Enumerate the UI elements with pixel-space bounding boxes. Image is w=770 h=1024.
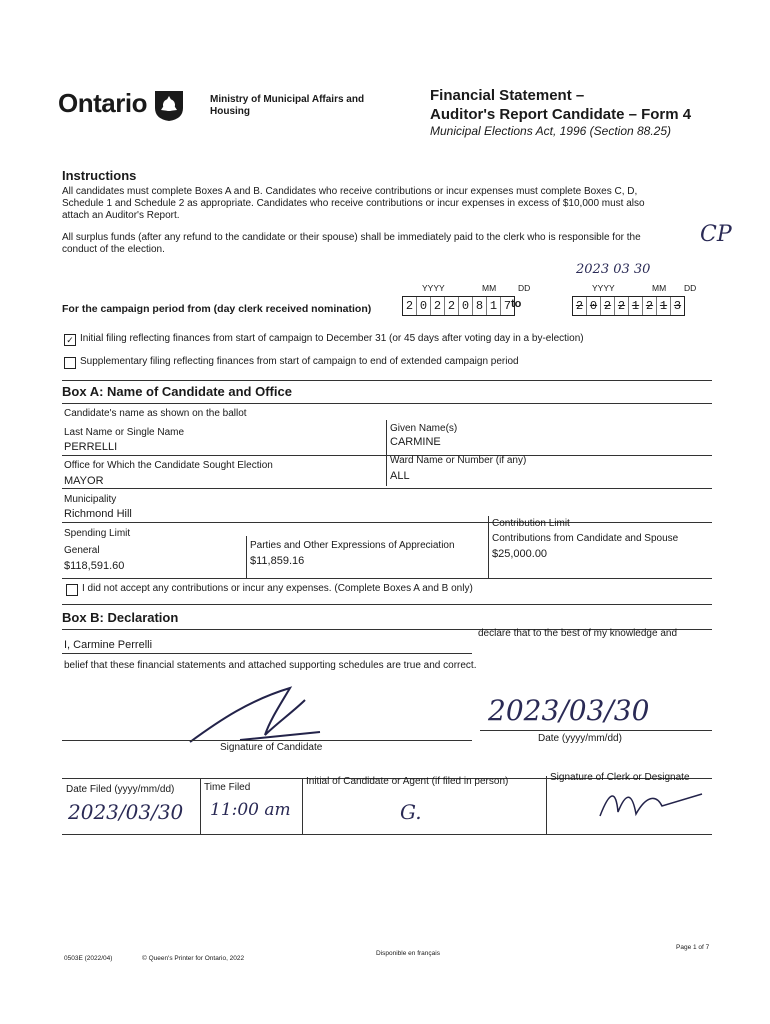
filed-divider	[546, 776, 547, 834]
from-digit: 7	[503, 299, 512, 313]
parties-limit-value[interactable]: $11,859.16	[250, 555, 305, 567]
belief-text: belief that these financial statements and attached supporting schedules are true and correct.	[64, 660, 477, 671]
instructions-heading: Instructions	[62, 168, 137, 183]
handwritten-initials: CP	[700, 222, 732, 247]
campaign-period-label: For the campaign period from (day clerk received nomination)	[62, 303, 372, 315]
clerk-signature	[596, 786, 706, 822]
box-a-heading: Box A: Name of Candidate and Office	[62, 384, 292, 399]
to-digit: 2	[615, 297, 629, 315]
to-digit: 3	[673, 299, 682, 313]
from-digit: 2	[431, 297, 445, 315]
declare-text: declare that to the best of my knowledge and	[478, 628, 678, 639]
form-subtitle: Municipal Elections Act, 1996 (Section 88.25)	[430, 124, 672, 138]
box-a-heading-rule	[62, 403, 712, 404]
from-dd-label: DD	[518, 283, 531, 293]
to-yyyy-label: YYYY	[592, 283, 615, 293]
no-contributions-checkbox[interactable]	[66, 584, 78, 596]
from-digit: 0	[459, 297, 473, 315]
from-digit: 0	[417, 297, 431, 315]
instructions-para1: All candidates must complete Boxes A and B. Candidates who receive contributions or incur expenses must complete Boxes C, D, Schedule 1 and Schedule 2 as appropriate. Candidates who receive contributions or incur expenses in excess of $10,000 must also attach an Auditor's Report.	[62, 186, 645, 221]
last-name-value[interactable]: PERRELLI	[64, 441, 118, 453]
to-mm-label: MM	[652, 283, 667, 293]
to-digit: 2	[601, 297, 615, 315]
declarant-underline	[62, 653, 472, 654]
time-filed-label: Time Filed	[204, 782, 251, 793]
clerk-signature-label: Signature of Clerk or Designate	[550, 772, 690, 783]
municipality-value[interactable]: Richmond Hill	[64, 508, 132, 520]
from-mm-label: MM	[482, 283, 497, 293]
ministry-name: Ministry of Municipal Affairs and Housing	[210, 94, 365, 117]
period-to-date-field[interactable]	[572, 296, 685, 316]
row-rule	[62, 455, 712, 456]
no-contributions-label: I did not accept any contributions or incur any expenses. (Complete Boxes A and B only)	[82, 583, 473, 594]
row-rule	[62, 578, 712, 579]
signature-label: Signature of Candidate	[220, 742, 323, 753]
ontario-logo-text: Ontario	[58, 88, 147, 118]
initial-filing-label: Initial filing reflecting finances from start of campaign to December 31 (or 45 days after voting day in a by-election)	[80, 333, 584, 344]
from-digit: 2	[403, 297, 417, 315]
declarant-name[interactable]: I, Carmine Perrelli	[64, 639, 153, 651]
last-name-label: Last Name or Single Name	[64, 427, 185, 438]
filed-divider	[302, 778, 303, 834]
to-digit: 2	[573, 297, 587, 315]
ward-value[interactable]: ALL	[390, 470, 410, 482]
page-number: Page 1 of 7	[676, 944, 710, 951]
french-availability: Disponible en français	[376, 950, 440, 957]
initial-value[interactable]: G.	[400, 800, 422, 824]
date-filed-label: Date Filed (yyyy/mm/dd)	[66, 784, 175, 795]
period-to-label: to	[511, 298, 522, 310]
municipality-label: Municipality	[64, 494, 117, 505]
to-digit: 1	[657, 297, 671, 315]
office-label: Office for Which the Candidate Sought Election	[64, 460, 273, 471]
declaration-date-value[interactable]: 2023/03/30	[488, 694, 650, 727]
given-name-value[interactable]: CARMINE	[390, 436, 441, 448]
box-a-top-rule	[62, 380, 712, 381]
form-code: 0503E (2022/04)	[64, 955, 113, 962]
from-digit: 8	[473, 297, 487, 315]
form-title-line2: Auditor's Report Candidate – Form 4	[430, 106, 692, 123]
given-name-label: Given Name(s)	[390, 423, 458, 434]
contrib-spouse-value[interactable]: $25,000.00	[492, 548, 548, 560]
row-rule	[62, 522, 712, 523]
to-digit: 2	[643, 297, 657, 315]
period-from-date-field[interactable]	[402, 296, 515, 316]
to-digit: 1	[629, 297, 643, 315]
initial-filing-checkbox[interactable]: ✓	[64, 334, 76, 346]
spending-limit-label: Spending Limit	[64, 528, 131, 539]
supplementary-filing-checkbox[interactable]	[64, 357, 76, 369]
to-digit: 0	[587, 297, 601, 315]
supplementary-filing-label: Supplementary filing reflecting finances from start of campaign to end of extended campaign period	[80, 356, 519, 367]
ward-label: Ward Name or Number (if any)	[390, 455, 527, 466]
filed-table-bottom	[62, 834, 712, 835]
contribution-divider	[488, 516, 489, 578]
general-limit-value[interactable]: $118,591.60	[64, 560, 125, 572]
time-filed-value[interactable]: 11:00 am	[210, 800, 291, 820]
date-filed-value[interactable]: 2023/03/30	[68, 800, 184, 824]
form-title	[430, 86, 691, 124]
copyright: © Queen's Printer for Ontario, 2022	[142, 955, 245, 962]
box-a-name-divider	[386, 420, 387, 486]
from-digit: 1	[487, 297, 501, 315]
candidate-name-caption: Candidate's name as shown on the ballot	[64, 408, 247, 419]
parties-label: Parties and Other Expressions of Appreciation	[250, 540, 455, 551]
contrib-spouse-label: Contributions from Candidate and Spouse	[492, 533, 679, 544]
box-b-heading: Box B: Declaration	[62, 610, 179, 625]
form-title-line1: Financial Statement –	[430, 87, 585, 104]
spending-divider	[246, 536, 247, 578]
from-yyyy-label: YYYY	[422, 283, 445, 293]
office-value[interactable]: MAYOR	[64, 475, 104, 487]
box-b-top-rule	[62, 604, 712, 605]
contribution-limit-label: Contribution Limit	[492, 518, 570, 529]
signature-line	[62, 740, 472, 741]
filed-divider	[200, 778, 201, 834]
date-label: Date (yyyy/mm/dd)	[538, 733, 622, 744]
date-line	[480, 730, 712, 731]
general-label: General	[64, 545, 100, 556]
row-rule	[62, 488, 712, 489]
initial-label: Initial of Candidate or Agent (if filed in person)	[306, 776, 509, 787]
handwritten-period-note: 2023 03 30	[576, 262, 651, 277]
from-digit: 2	[445, 297, 459, 315]
trillium-logo-icon	[152, 88, 186, 122]
to-dd-label: DD	[684, 283, 697, 293]
instructions-para2: All surplus funds (after any refund to the candidate or their spouse) shall be immediately paid to the clerk who is responsible for the conduct of the election.	[62, 232, 641, 255]
